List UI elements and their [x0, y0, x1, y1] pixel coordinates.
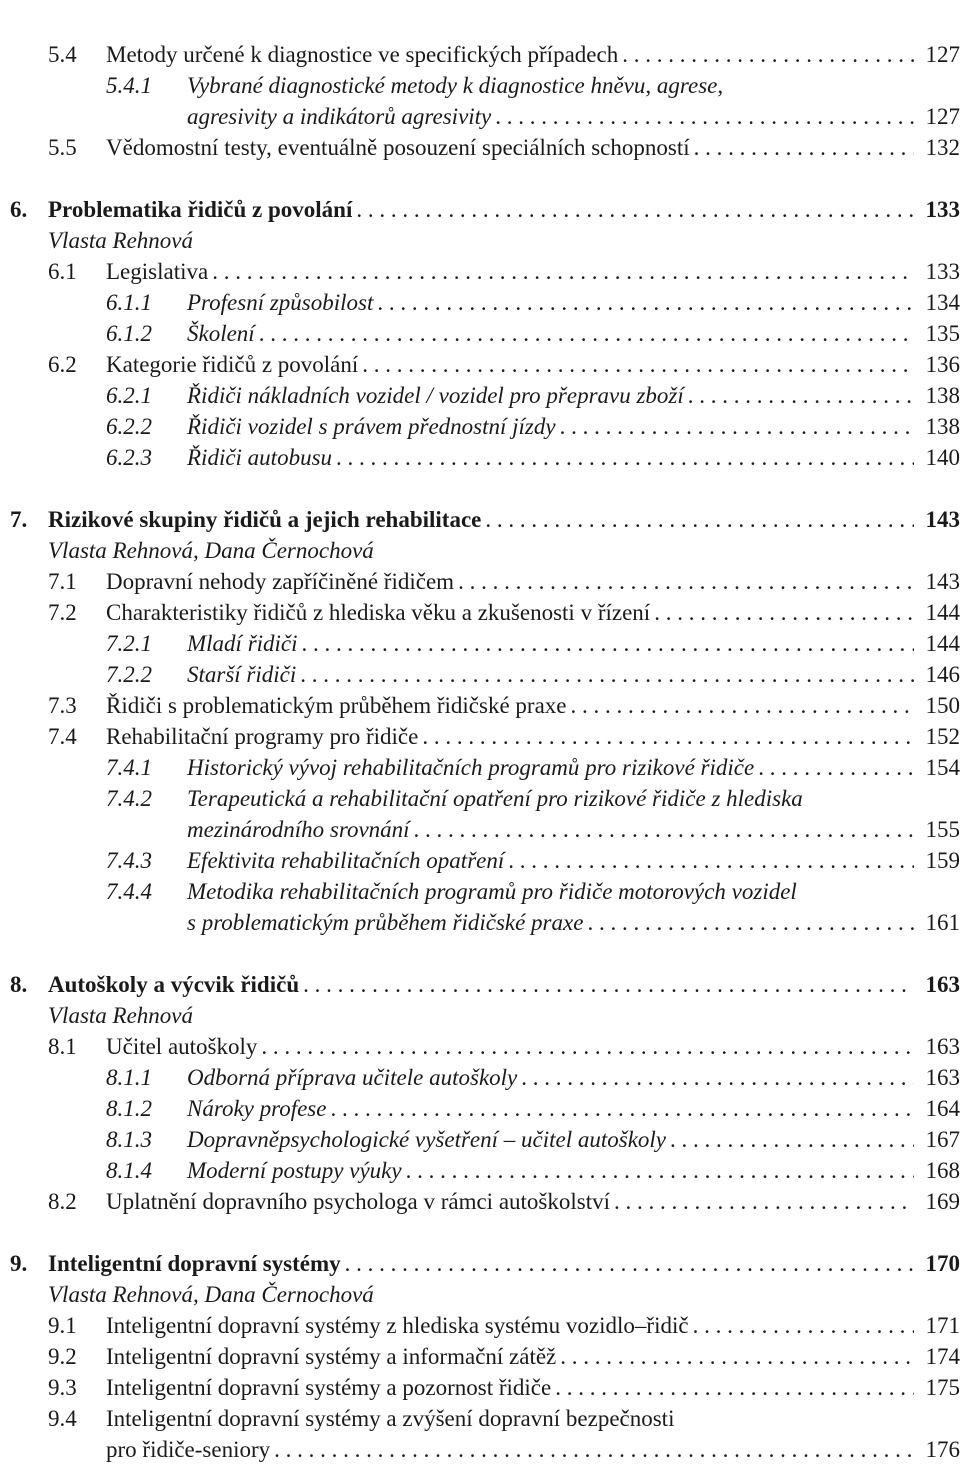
- toc-entry-title: Inteligentní dopravní systémy: [48, 1251, 341, 1276]
- toc-entry-number: 7.2.1: [106, 631, 152, 656]
- toc-entry[interactable]: [0, 1124, 960, 1155]
- toc-entry-body: [106, 566, 960, 597]
- toc-entry-body: [106, 597, 960, 628]
- toc-entry-number: 8.1.3: [106, 1127, 152, 1152]
- toc-entry-page: 170: [925, 1251, 960, 1276]
- toc-entry-body: [48, 194, 960, 225]
- toc-entry-body: [106, 1341, 960, 1372]
- toc-entry-number: 5.4.1: [106, 73, 152, 98]
- author-name: Vlasta Rehnová, Dana Černochová: [48, 538, 374, 563]
- toc-entry-body: [187, 783, 960, 814]
- toc-entry-page: 163: [925, 1065, 960, 1090]
- toc-entry-body: [48, 1279, 960, 1310]
- toc-entry-body: [48, 225, 960, 256]
- toc-entry[interactable]: [0, 1155, 960, 1186]
- toc-entry[interactable]: [0, 1341, 960, 1372]
- toc-entry-number: 5.5: [48, 135, 77, 160]
- toc-entry[interactable]: [0, 628, 960, 659]
- dot-leader: [377, 287, 914, 318]
- toc-entry[interactable]: [0, 504, 960, 535]
- toc-entry-title: Metody určené k diagnostice ve specifických případech: [106, 42, 619, 67]
- toc-author: [0, 535, 960, 566]
- toc-entry-title: Nároky profese: [187, 1096, 327, 1121]
- toc-entry-title: Starší řidiči: [187, 662, 297, 687]
- toc-entry-number: 7.4.2: [106, 786, 152, 811]
- toc-entry-number: 9.2: [48, 1344, 77, 1369]
- toc-entry-title: Terapeutická a rehabilitační opatření pro rizikové řidiče z hlediska: [187, 786, 803, 811]
- toc-author: [0, 1000, 960, 1031]
- toc-entry[interactable]: [0, 194, 960, 225]
- toc-entry-body: [106, 1186, 960, 1217]
- toc-entry[interactable]: [0, 411, 960, 442]
- toc-entry-body: [106, 690, 960, 721]
- dot-leader: [485, 504, 914, 535]
- toc-entry-page: 138: [925, 414, 960, 439]
- toc-entry-body: [106, 349, 960, 380]
- toc-entry-body: [187, 287, 960, 318]
- toc-entry-body: [106, 1310, 960, 1341]
- toc-entry-title: Vybrané diagnostické metody k diagnostice hněvu, agrese,: [187, 73, 724, 98]
- toc-entry[interactable]: [0, 349, 960, 380]
- dot-leader: [670, 1124, 914, 1155]
- toc-entry-page: 154: [925, 755, 960, 780]
- toc-entry-body: [106, 39, 960, 70]
- author-name: Vlasta Rehnová, Dana Černochová: [48, 1282, 374, 1307]
- toc-entry-page: 144: [925, 631, 960, 656]
- toc-entry-page: 133: [925, 259, 960, 284]
- toc-entry-number: 8.1.4: [106, 1158, 152, 1183]
- toc-entry-number: 7.3: [48, 693, 77, 718]
- toc-entry-title: pro řidiče-seniory: [106, 1437, 271, 1462]
- toc-entry-number: 9.1: [48, 1313, 77, 1338]
- dot-leader: [300, 659, 914, 690]
- dot-leader: [560, 1341, 914, 1372]
- toc-entry-number: 6.2.2: [106, 414, 152, 439]
- toc-entry-body: [187, 1062, 960, 1093]
- toc-entry-page: 163: [925, 972, 960, 997]
- toc-entry[interactable]: [0, 287, 960, 318]
- toc-entry-body: [187, 659, 960, 690]
- toc-entry-title: Vědomostní testy, eventuálně posouzení speciálních schopností: [106, 135, 690, 160]
- toc-entry-body: [187, 752, 960, 783]
- toc-entry-body: [48, 969, 960, 1000]
- dot-leader: [508, 845, 914, 876]
- toc-entry-title: Dopravněpsychologické vyšetření – učitel autoškoly: [187, 1127, 667, 1152]
- dot-leader: [688, 380, 914, 411]
- toc-entry[interactable]: [0, 1186, 960, 1217]
- toc-entry-body: [187, 1155, 960, 1186]
- dot-leader: [571, 690, 914, 721]
- toc-entry-page: 132: [925, 135, 960, 160]
- toc-entry-title: Řidiči vozidel s právem přednostní jízdy: [187, 414, 556, 439]
- dot-leader: [758, 752, 914, 783]
- toc-entry[interactable]: [0, 256, 960, 287]
- toc-entry-page: 169: [925, 1189, 960, 1214]
- toc-entry-title: Řidiči nákladních vozidel / vozidel pro přepravu zboží: [187, 383, 684, 408]
- dot-leader: [345, 1248, 914, 1279]
- toc-entry-page: 176: [925, 1437, 960, 1462]
- toc-entry-page: 161: [925, 910, 960, 935]
- author-name: Vlasta Rehnová: [48, 1003, 193, 1028]
- section-gap: [0, 163, 960, 194]
- toc-entry[interactable]: [0, 1372, 960, 1403]
- toc-entry-title: Uplatnění dopravního psychologa v rámci autoškolství: [106, 1189, 610, 1214]
- dot-leader: [614, 1186, 914, 1217]
- dot-leader: [622, 39, 914, 70]
- toc-entry[interactable]: [0, 380, 960, 411]
- toc-entry-body: [187, 907, 960, 938]
- toc-entry-page: 171: [925, 1313, 960, 1338]
- toc-entry[interactable]: [0, 70, 960, 101]
- dot-leader: [274, 1434, 914, 1465]
- toc-entry-body: [106, 1031, 960, 1062]
- toc-entry[interactable]: [0, 39, 960, 70]
- toc-entry-number: 7.2.2: [106, 662, 152, 687]
- toc-entry-title: Metodika rehabilitačních programů pro řidiče motorových vozidel: [187, 879, 797, 904]
- toc-entry-body: [187, 70, 960, 101]
- toc-entry-body: [48, 1000, 960, 1031]
- toc-entry[interactable]: [0, 566, 960, 597]
- toc-entry-title: Dopravní nehody zapříčiněné řidičem: [106, 569, 455, 594]
- toc-entry-body: [106, 1434, 960, 1465]
- dot-leader: [555, 1372, 914, 1403]
- toc-entry-page: 133: [925, 197, 960, 222]
- toc-entry-number: 6.2: [48, 352, 77, 377]
- toc-entry-title: s problematickým průběhem řidičské praxe: [187, 910, 584, 935]
- toc-entry-number: 8.2: [48, 1189, 77, 1214]
- toc-entry[interactable]: [0, 876, 960, 907]
- toc-entry-title: Profesní způsobilost: [187, 290, 374, 315]
- toc-entry-title: Rizikové skupiny řidičů a jejich rehabilitace: [48, 507, 482, 532]
- toc-entry-page: 140: [925, 445, 960, 470]
- toc-entry-title: Charakteristiky řidičů z hlediska věku a zkušenosti v řízení: [106, 600, 651, 625]
- toc-entry-title: Rehabilitační programy pro řidiče: [106, 724, 419, 749]
- dot-leader: [560, 411, 914, 442]
- toc-entry-page: 168: [925, 1158, 960, 1183]
- toc-entry-number: 7.4.1: [106, 755, 152, 780]
- toc-entry-body: [187, 442, 960, 473]
- toc-entry-title: Autoškoly a výcvik řidičů: [48, 972, 300, 997]
- toc-entry[interactable]: [0, 318, 960, 349]
- toc-entry-number: 9.: [10, 1251, 28, 1276]
- toc-entry-page: 175: [925, 1375, 960, 1400]
- toc-entry-title: agresivity a indikátorů agresivity: [187, 104, 492, 129]
- toc-entry-title: Inteligentní dopravní systémy a pozornost řidiče: [106, 1375, 552, 1400]
- toc-entry[interactable]: [0, 442, 960, 473]
- dot-leader: [356, 194, 914, 225]
- toc-author: [0, 1279, 960, 1310]
- toc-entry-body: [187, 876, 960, 907]
- toc-entry-page: 144: [925, 600, 960, 625]
- toc-entry-number: 6.1.2: [106, 321, 152, 346]
- toc-entry-number: 8.1.2: [106, 1096, 152, 1121]
- toc-entry[interactable]: [0, 1062, 960, 1093]
- toc-entry-number: 7.4.3: [106, 848, 152, 873]
- dot-leader: [495, 101, 914, 132]
- toc-entry-number: 7.2: [48, 600, 77, 625]
- dot-leader: [521, 1062, 914, 1093]
- toc-entry[interactable]: [0, 1310, 960, 1341]
- toc-entry-page: 159: [925, 848, 960, 873]
- toc-entry-page: 174: [925, 1344, 960, 1369]
- toc-entry-title: Řidiči autobusu: [187, 445, 333, 470]
- dot-leader: [654, 597, 914, 628]
- toc-entry-number: 7.4.4: [106, 879, 152, 904]
- toc-entry-body: [187, 101, 960, 132]
- toc-entry-page: 127: [925, 42, 960, 67]
- toc-entry-body: [48, 535, 960, 566]
- toc-entry-page: 143: [925, 507, 960, 532]
- toc-entry-title: Kategorie řidičů z povolání: [106, 352, 359, 377]
- toc-entry[interactable]: [0, 752, 960, 783]
- toc-entry[interactable]: [0, 845, 960, 876]
- dot-leader: [587, 907, 914, 938]
- toc-entry-page: 134: [925, 290, 960, 315]
- toc-entry-body: [106, 721, 960, 752]
- toc-entry-title: Mladí řidiči: [187, 631, 298, 656]
- toc-entry-page: 143: [925, 569, 960, 594]
- dot-leader: [693, 1310, 914, 1341]
- toc-entry-body: [106, 1403, 960, 1434]
- toc-entry-title: Řidiči s problematickým průběhem řidičské praxe: [106, 693, 567, 718]
- toc-entry-number: 6.1.1: [106, 290, 152, 315]
- toc-entry[interactable]: [0, 969, 960, 1000]
- toc-entry-page: 167: [925, 1127, 960, 1152]
- toc-entry-title: Historický vývoj rehabilitačních programů pro rizikové řidiče: [187, 755, 755, 780]
- toc-entry-page: 150: [925, 693, 960, 718]
- toc-entry-body: [187, 1124, 960, 1155]
- toc-entry-body: [48, 1248, 960, 1279]
- toc-entry-page: 155: [925, 817, 960, 842]
- toc-entry-number: 8.1: [48, 1034, 77, 1059]
- toc-entry[interactable]: [0, 783, 960, 814]
- toc-entry-number: 5.4: [48, 42, 77, 67]
- toc-entry-number: 8.1.1: [106, 1065, 152, 1090]
- toc-entry-body: [187, 814, 960, 845]
- toc-entry-page: 135: [925, 321, 960, 346]
- toc-entry-number: 6.: [10, 197, 28, 222]
- toc-entry-title: Legislativa: [106, 259, 209, 284]
- toc-entry[interactable]: [0, 907, 960, 938]
- dot-leader: [302, 628, 914, 659]
- toc-entry-number: 7.1: [48, 569, 77, 594]
- toc-entry-body: [187, 1093, 960, 1124]
- toc-entry-title: Inteligentní dopravní systémy z hlediska systému vozidlo–řidič: [106, 1313, 689, 1338]
- toc-author: [0, 225, 960, 256]
- toc-entry-number: 7.: [10, 507, 28, 532]
- dot-leader: [414, 814, 914, 845]
- toc-entry[interactable]: [0, 721, 960, 752]
- dot-leader: [259, 318, 914, 349]
- toc-entry-title: mezinárodního srovnání: [187, 817, 410, 842]
- dot-leader: [261, 1031, 914, 1062]
- toc-entry-body: [187, 380, 960, 411]
- author-name: Vlasta Rehnová: [48, 228, 193, 253]
- toc-entry-page: 152: [925, 724, 960, 749]
- section-gap: [0, 938, 960, 969]
- toc-entry-number: 9.3: [48, 1375, 77, 1400]
- toc-entry[interactable]: [0, 1248, 960, 1279]
- section-gap: [0, 1217, 960, 1248]
- toc-entry[interactable]: [0, 814, 960, 845]
- toc-entry-body: [48, 504, 960, 535]
- toc-entry-number: 6.2.1: [106, 383, 152, 408]
- toc-entry-page: 163: [925, 1034, 960, 1059]
- dot-leader: [362, 349, 914, 380]
- toc-entry[interactable]: [0, 132, 960, 163]
- toc-entry-number: 8.: [10, 972, 28, 997]
- dot-leader: [330, 1093, 914, 1124]
- toc-entry-page: 146: [925, 662, 960, 687]
- dot-leader: [406, 1155, 914, 1186]
- dot-leader: [336, 442, 914, 473]
- toc-entry-title: Inteligentní dopravní systémy a zvýšení dopravní bezpečnosti: [106, 1406, 675, 1431]
- toc-entry-title: Inteligentní dopravní systémy a informační zátěž: [106, 1344, 557, 1369]
- toc-entry-body: [187, 845, 960, 876]
- toc-entry[interactable]: [0, 1093, 960, 1124]
- dot-leader: [212, 256, 914, 287]
- toc-entry-page: 164: [925, 1096, 960, 1121]
- toc-entry-number: 6.2.3: [106, 445, 152, 470]
- toc-entry-title: Efektivita rehabilitačních opatření: [187, 848, 505, 873]
- toc-entry-body: [187, 318, 960, 349]
- toc-entry-number: 6.1: [48, 259, 77, 284]
- toc-entry[interactable]: [0, 1434, 960, 1465]
- dot-leader: [303, 969, 914, 1000]
- toc-entry[interactable]: [0, 690, 960, 721]
- section-gap: [0, 473, 960, 504]
- toc-entry-title: Problematika řidičů z povolání: [48, 197, 353, 222]
- toc-entry-body: [106, 1372, 960, 1403]
- toc-entry-title: Moderní postupy výuky: [187, 1158, 402, 1183]
- toc-entry-body: [106, 132, 960, 163]
- toc-entry-page: 138: [925, 383, 960, 408]
- toc-entry-page: 127: [925, 104, 960, 129]
- table-of-contents: [0, 39, 960, 1465]
- toc-entry[interactable]: [0, 1031, 960, 1062]
- toc-entry-body: [187, 628, 960, 659]
- dot-leader: [458, 566, 914, 597]
- toc-entry-body: [187, 411, 960, 442]
- dot-leader: [694, 132, 914, 163]
- toc-entry-number: 9.4: [48, 1406, 77, 1431]
- toc-entry-title: Odborná příprava učitele autoškoly: [187, 1065, 518, 1090]
- toc-entry[interactable]: [0, 1403, 960, 1434]
- toc-entry[interactable]: [0, 597, 960, 628]
- toc-entry[interactable]: [0, 101, 960, 132]
- toc-entry-title: Učitel autoškoly: [106, 1034, 258, 1059]
- toc-entry-title: Školení: [187, 321, 255, 346]
- toc-entry-number: 7.4: [48, 724, 77, 749]
- dot-leader: [422, 721, 914, 752]
- toc-entry[interactable]: [0, 659, 960, 690]
- toc-entry-page: 136: [925, 352, 960, 377]
- toc-entry-body: [106, 256, 960, 287]
